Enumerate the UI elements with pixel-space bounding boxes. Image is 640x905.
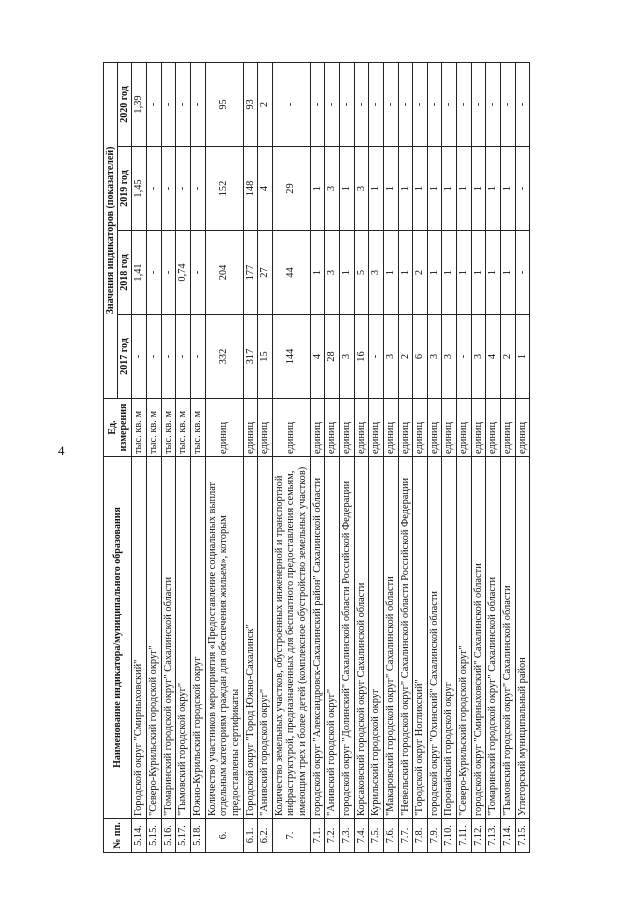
row-name: Количество участников мероприятия «Предоставление социальных выплат отдельным категориям граждан для обеспечения жильем», которым предоставлены сертификаты [205, 457, 243, 819]
row-value-2018: - [161, 231, 176, 315]
row-value-2017: 317 [243, 315, 258, 399]
row-value-2017: 3 [339, 315, 354, 399]
row-name: "Городской округ Ногликский" [413, 457, 428, 819]
row-unit: единиц [205, 399, 243, 457]
table-row [471, 62, 486, 852]
row-unit: единиц [369, 399, 384, 457]
table-row [147, 62, 162, 852]
row-unit: тыс. кв. м [161, 399, 176, 457]
row-value-2020: 2 [258, 62, 273, 146]
row-value-2019: 29 [272, 147, 310, 231]
table-row [272, 62, 310, 852]
row-value-2020: - [161, 62, 176, 146]
row-value-2018: 1 [442, 231, 457, 315]
row-value-2019: 3 [354, 147, 369, 231]
row-unit: единиц [515, 399, 530, 457]
row-value-2017: 15 [258, 315, 273, 399]
row-number: 7.2. [325, 819, 340, 853]
table-row [442, 62, 457, 852]
row-name: "Тымовский городской округ" [176, 457, 191, 819]
row-value-2020: - [398, 62, 413, 146]
row-unit: тыс. кв. м [132, 399, 147, 457]
row-value-2018: 0,74 [176, 231, 191, 315]
row-value-2018: 1 [339, 231, 354, 315]
row-value-2019: 152 [205, 147, 243, 231]
row-value-2019: 1 [471, 147, 486, 231]
row-value-2019: 1 [398, 147, 413, 231]
row-value-2019: 1,45 [132, 147, 147, 231]
table-body [132, 62, 530, 852]
row-unit: единиц [258, 399, 273, 457]
row-value-2019: - [161, 147, 176, 231]
row-unit: единиц [354, 399, 369, 457]
row-value-2020: - [339, 62, 354, 146]
row-unit: единиц [383, 399, 398, 457]
header-year-2018: 2018 год [118, 231, 132, 315]
row-value-2019: 1 [369, 147, 384, 231]
row-value-2020: - [310, 62, 325, 146]
row-value-2018: 204 [205, 231, 243, 315]
row-number: 5.16. [161, 819, 176, 853]
row-name: городской округ "Александровск-Сахалинский район" Сахалинской области [310, 457, 325, 819]
row-value-2017: 144 [272, 315, 310, 399]
row-value-2019: 1 [501, 147, 516, 231]
row-unit: единиц [486, 399, 501, 457]
row-number: 7.15. [515, 819, 530, 853]
row-number: 5.14. [132, 819, 147, 853]
table-row [383, 62, 398, 852]
row-value-2018: 3 [369, 231, 384, 315]
row-value-2017: 3 [427, 315, 442, 399]
row-number: 7.3. [339, 819, 354, 853]
row-name: Корсаковский городской округ Сахалинской области [354, 457, 369, 819]
row-value-2019: 1 [457, 147, 472, 231]
row-number: 6.1. [243, 819, 258, 853]
row-value-2017: 1 [515, 315, 530, 399]
header-values-group: Значения индикаторов (показателей) [104, 62, 118, 398]
table-row [515, 62, 530, 852]
row-name: Южно-Курильский городской округ [190, 457, 205, 819]
row-number: 7.9. [427, 819, 442, 853]
row-value-2020: - [515, 62, 530, 146]
table-row [258, 62, 273, 852]
row-value-2019: - [190, 147, 205, 231]
table-row [132, 62, 147, 852]
row-value-2020: - [176, 62, 191, 146]
row-value-2017: - [132, 315, 147, 399]
row-number: 7.13. [486, 819, 501, 853]
row-unit: единиц [339, 399, 354, 457]
row-value-2017: 2 [501, 315, 516, 399]
row-value-2020: - [383, 62, 398, 146]
table-row [354, 62, 369, 852]
row-value-2017: - [176, 315, 191, 399]
row-name: Поронайский городской округ [442, 457, 457, 819]
row-value-2017: 28 [325, 315, 340, 399]
row-name: Количество земельных участков, обустроенных инженерной и транспортной инфраструктурой, предназначенных для бесплатного предоставления семьям, имеющим трех и более детей (комплексное обустройство земельных участков) [272, 457, 310, 819]
row-value-2018: 1 [427, 231, 442, 315]
row-value-2017: 3 [383, 315, 398, 399]
row-unit: единиц [471, 399, 486, 457]
row-value-2017: 2 [398, 315, 413, 399]
row-value-2019: 1 [442, 147, 457, 231]
row-value-2018: 5 [354, 231, 369, 315]
row-unit: тыс. кв. м [190, 399, 205, 457]
row-number: 7.10. [442, 819, 457, 853]
row-number: 6. [205, 819, 243, 853]
row-value-2020: - [325, 62, 340, 146]
row-name: Углегорский муниципальный район [515, 457, 530, 819]
row-value-2020: - [190, 62, 205, 146]
table-row [339, 62, 354, 852]
row-unit: единиц [442, 399, 457, 457]
row-number: 7. [272, 819, 310, 853]
header-num: № пп. [104, 819, 132, 853]
row-value-2017: - [369, 315, 384, 399]
row-name: "Северо-Курильский городской округ" [147, 457, 162, 819]
row-value-2019: 148 [243, 147, 258, 231]
table-row [501, 62, 516, 852]
row-unit: единиц [325, 399, 340, 457]
row-name: "Анивский городской округ" [258, 457, 273, 819]
row-value-2019: - [515, 147, 530, 231]
row-value-2018: 1 [486, 231, 501, 315]
row-value-2017: 6 [413, 315, 428, 399]
row-name: городской округ "Долинский" Сахалинской области Российской Федерации [339, 457, 354, 819]
row-number: 7.6. [383, 819, 398, 853]
row-unit: единиц [310, 399, 325, 457]
row-name: "Томаринский городской округ" Сахалинской области [486, 457, 501, 819]
table-row [427, 62, 442, 852]
row-number: 7.8. [413, 819, 428, 853]
row-value-2020: - [442, 62, 457, 146]
row-name: городской округ "Охинский" Сахалинской области [427, 457, 442, 819]
row-unit: единиц [427, 399, 442, 457]
row-value-2020: 95 [205, 62, 243, 146]
row-value-2019: 1 [383, 147, 398, 231]
row-number: 5.18. [190, 819, 205, 853]
row-unit: единиц [457, 399, 472, 457]
row-value-2018: 1,41 [132, 231, 147, 315]
table-row [325, 62, 340, 852]
row-unit: тыс. кв. м [176, 399, 191, 457]
table-row [176, 62, 191, 852]
table-row [161, 62, 176, 852]
row-value-2019: 4 [258, 147, 273, 231]
row-number: 6.2. [258, 819, 273, 853]
row-number: 7.5. [369, 819, 384, 853]
row-number: 5.17. [176, 819, 191, 853]
row-value-2017: 4 [486, 315, 501, 399]
row-value-2018: 1 [501, 231, 516, 315]
row-unit: единиц [413, 399, 428, 457]
row-name: Городской округ "Город Южно-Сахалинск" [243, 457, 258, 819]
table-row [243, 62, 258, 852]
row-unit: тыс. кв. м [147, 399, 162, 457]
row-value-2020: - [471, 62, 486, 146]
row-value-2018: - [515, 231, 530, 315]
row-number: 5.15. [147, 819, 162, 853]
row-value-2020: 1,39 [132, 62, 147, 146]
row-value-2017: - [147, 315, 162, 399]
row-unit: единиц [501, 399, 516, 457]
row-name: Городской округ "Смирныховский" [132, 457, 147, 819]
row-value-2017: 3 [471, 315, 486, 399]
table-row [413, 62, 428, 852]
row-number: 7.12. [471, 819, 486, 853]
row-name: "Северо-Курильский городской округ" [457, 457, 472, 819]
row-value-2020: 93 [243, 62, 258, 146]
row-value-2019: 1 [427, 147, 442, 231]
row-value-2018: 1 [383, 231, 398, 315]
row-name: "Макаровский городской округ" Сахалинской области [383, 457, 398, 819]
row-unit: единиц [243, 399, 258, 457]
row-value-2020: - [147, 62, 162, 146]
row-value-2019: 1 [486, 147, 501, 231]
row-value-2020: - [354, 62, 369, 146]
row-value-2018: 44 [272, 231, 310, 315]
row-value-2018: 177 [243, 231, 258, 315]
row-value-2018: - [147, 231, 162, 315]
row-value-2017: - [161, 315, 176, 399]
header-year-2017: 2017 год [118, 315, 132, 399]
table-row [457, 62, 472, 852]
row-value-2020: - [413, 62, 428, 146]
table-row [310, 62, 325, 852]
table-row [369, 62, 384, 852]
row-name: городской округ "Смирныховский" Сахалинской области [471, 457, 486, 819]
table-row [190, 62, 205, 852]
rotated-table-container [103, 63, 640, 853]
indicators-table [103, 62, 530, 853]
table-row [486, 62, 501, 852]
row-value-2019: 3 [325, 147, 340, 231]
row-name: "Томаринский городской округ" Сахалинской области [161, 457, 176, 819]
row-name: Курильский городской округ [369, 457, 384, 819]
row-value-2020: - [486, 62, 501, 146]
row-value-2020: - [272, 62, 310, 146]
row-value-2019: 1 [339, 147, 354, 231]
row-value-2018: 1 [457, 231, 472, 315]
table-header [104, 62, 132, 852]
row-value-2018: 1 [471, 231, 486, 315]
row-name: "Невельский городской округ" Сахалинской области Российской Федерации [398, 457, 413, 819]
table-row [398, 62, 413, 852]
row-value-2020: - [457, 62, 472, 146]
row-name: "Тымовский городской округ" Сахалинской области [501, 457, 516, 819]
header-year-2019: 2019 год [118, 147, 132, 231]
table-row [205, 62, 243, 852]
row-value-2018: 1 [310, 231, 325, 315]
row-value-2019: - [176, 147, 191, 231]
row-number: 7.7. [398, 819, 413, 853]
row-unit: единиц [272, 399, 310, 457]
row-value-2019: - [147, 147, 162, 231]
row-value-2018: 1 [398, 231, 413, 315]
row-value-2020: - [427, 62, 442, 146]
row-number: 7.4. [354, 819, 369, 853]
row-value-2017: - [190, 315, 205, 399]
row-number: 7.1. [310, 819, 325, 853]
row-value-2017: 4 [310, 315, 325, 399]
row-value-2019: 1 [413, 147, 428, 231]
row-value-2019: 1 [310, 147, 325, 231]
row-value-2017: - [457, 315, 472, 399]
header-year-2020: 2020 год [118, 62, 132, 146]
row-number: 7.14. [501, 819, 516, 853]
row-value-2018: 27 [258, 231, 273, 315]
row-unit: единиц [398, 399, 413, 457]
page-number: 4 [58, 443, 65, 458]
row-value-2017: 332 [205, 315, 243, 399]
header-name: Наименование индикатора/муниципального образования [104, 457, 132, 819]
row-value-2017: 3 [442, 315, 457, 399]
row-value-2018: 2 [413, 231, 428, 315]
row-value-2020: - [369, 62, 384, 146]
row-value-2020: - [501, 62, 516, 146]
header-unit: Ед. измерения [104, 399, 132, 457]
row-value-2018: 3 [325, 231, 340, 315]
row-value-2018: - [190, 231, 205, 315]
row-value-2017: 16 [354, 315, 369, 399]
row-name: "Анивский городской округ" [325, 457, 340, 819]
row-number: 7.11. [457, 819, 472, 853]
